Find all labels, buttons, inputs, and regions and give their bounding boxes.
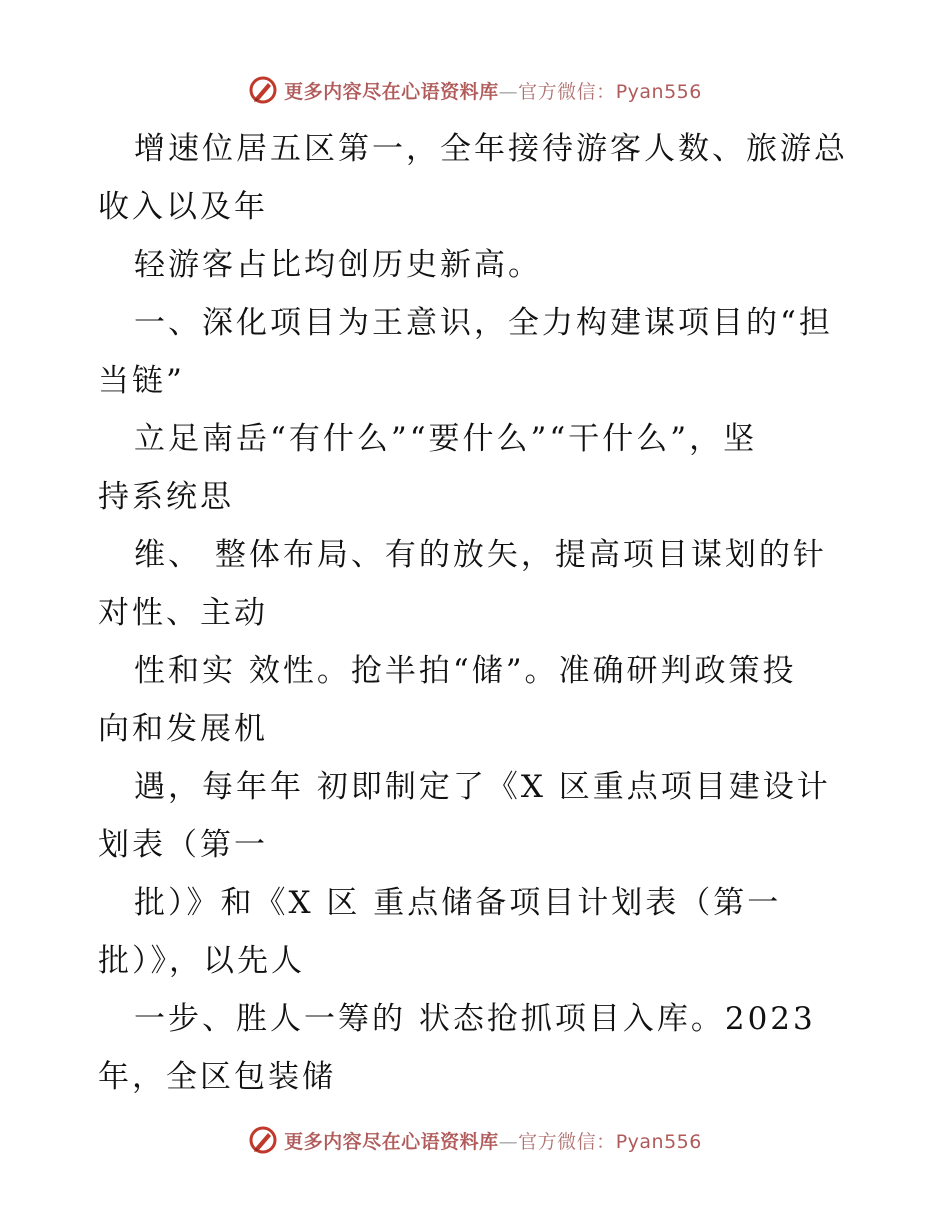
text-line: 立足南岳“有什么”“要什么”“干什么”，坚: [134, 421, 758, 457]
banner-dash: —: [498, 80, 519, 103]
banner-text: [284, 77, 702, 104]
text-line: 对性、主动: [98, 595, 268, 631]
footer-banner: [0, 1120, 950, 1160]
banner-main-text: 更多内容尽在心语资料库: [284, 80, 499, 103]
text-line: 划表（第一: [98, 827, 268, 863]
text-line: 维、 整体布局、有的放矢，提高项目谋划的针: [134, 537, 827, 573]
pen-logo-icon: [248, 75, 278, 105]
banner-main-text: 更多内容尽在心语资料库: [284, 1130, 499, 1153]
header-banner: [0, 70, 950, 110]
banner-text: [284, 1127, 702, 1154]
pen-logo-icon: [248, 1125, 278, 1155]
text-line: 轻游客占比均创历史新高。: [134, 247, 542, 283]
banner-wechat-label: 官方微信：: [518, 80, 616, 103]
banner-dash: —: [498, 1130, 519, 1153]
text-line: 增速位居五区第一，全年接待游客人数、旅游总: [134, 131, 848, 167]
text-line: 年，全区包装储: [98, 1059, 336, 1095]
banner-wechat-handle: Pyan556: [615, 1130, 702, 1153]
text-line: 一步、胜人一筹的 状态抢抓项目入库。2023: [134, 1001, 816, 1037]
text-line: 批）》和《X 区 重点储备项目计划表（第一: [134, 885, 782, 921]
banner-wechat-handle: Pyan556: [615, 80, 702, 103]
text-line: 向和发展机: [98, 711, 268, 747]
banner-wechat-label: 官方微信：: [518, 1130, 616, 1153]
text-line: 持系统思: [98, 479, 234, 515]
text-line: 一、深化项目为王意识，全力构建谋项目的“担: [134, 305, 833, 341]
text-line: 批）》，以先人: [98, 943, 305, 979]
text-line: 遇，每年年 初即制定了《X 区重点项目建设计: [134, 769, 831, 805]
text-line: 收入以及年: [98, 189, 268, 225]
document-body: [98, 120, 858, 1106]
text-line: 当链”: [98, 363, 185, 399]
text-line: 性和实 效性。抢半拍“储”。准确研判政策投: [134, 653, 797, 689]
